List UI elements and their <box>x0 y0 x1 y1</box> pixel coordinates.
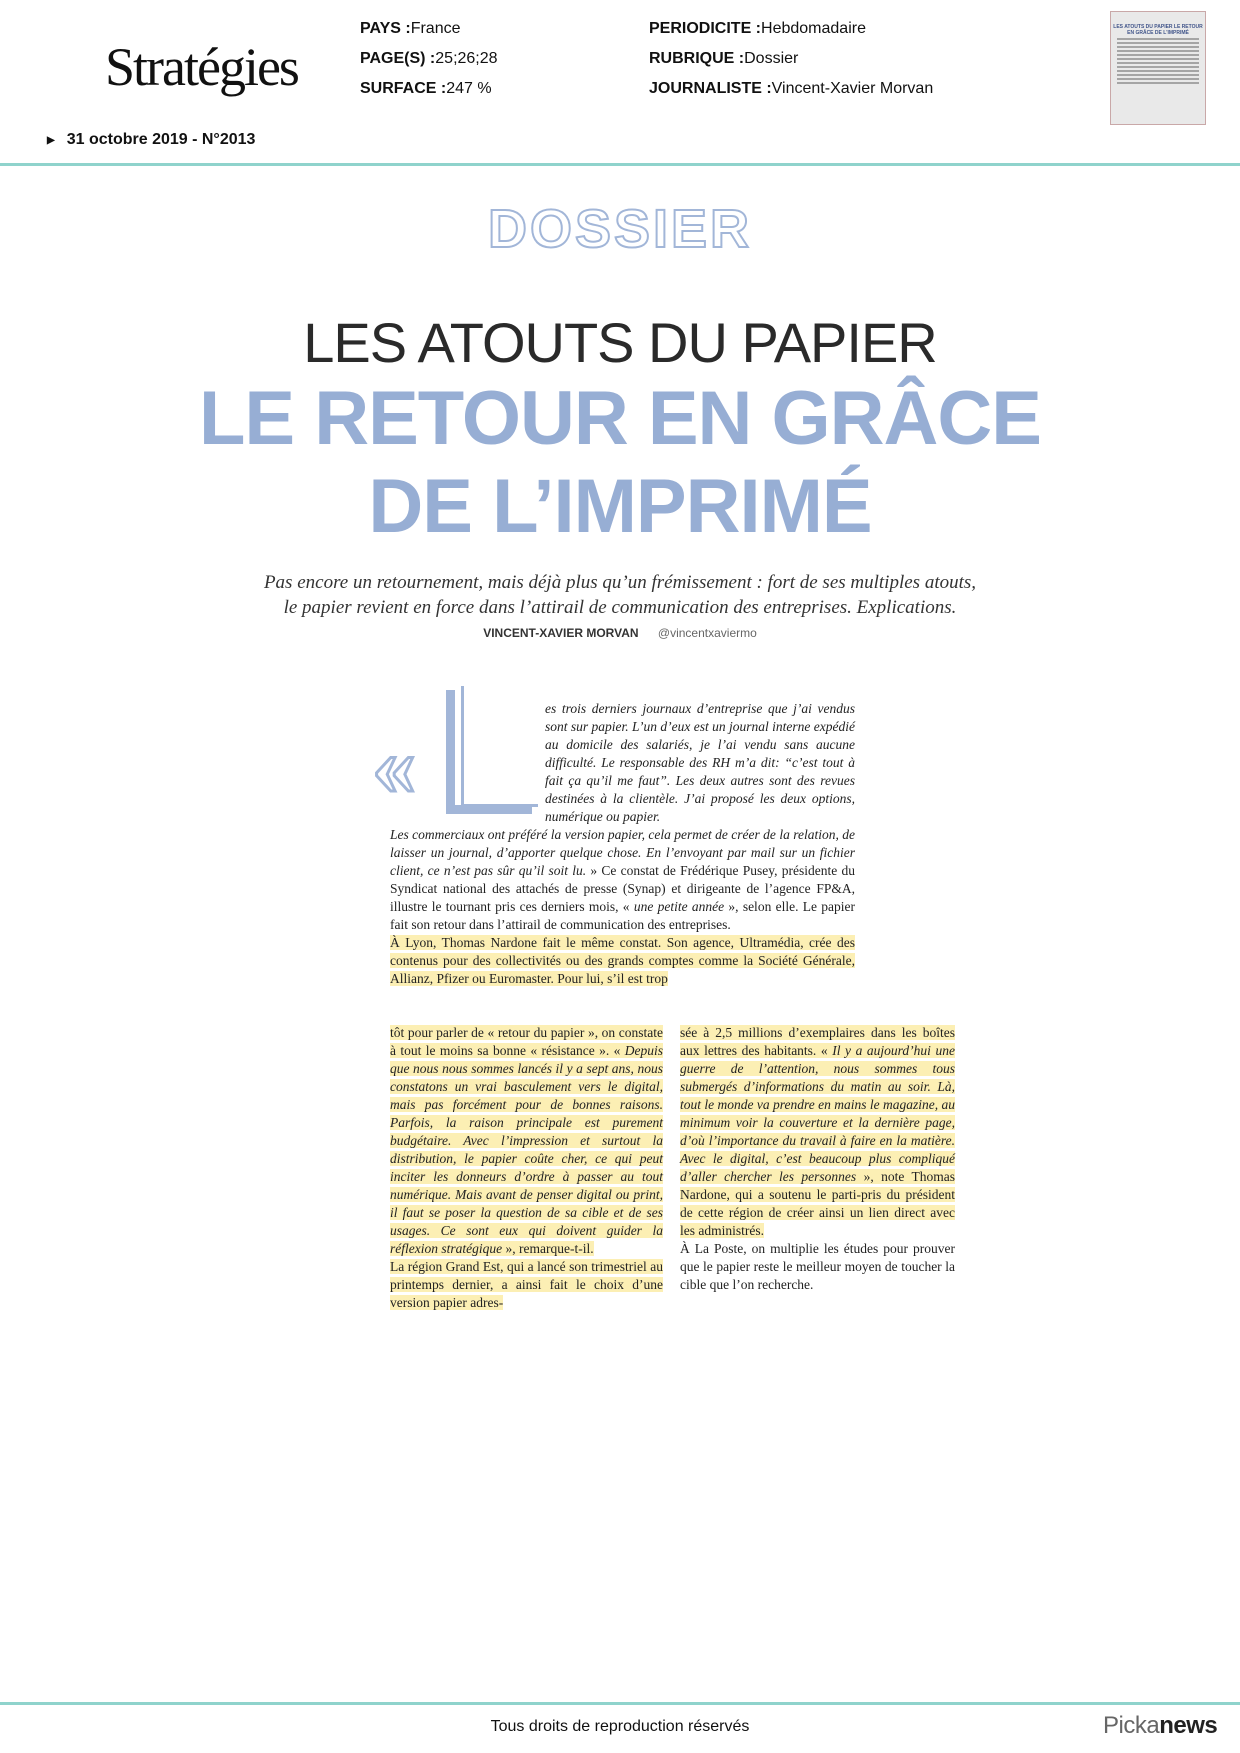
byline <box>0 626 1240 640</box>
body-full-width <box>390 826 855 988</box>
left-quote: Depuis que nous nous sommes lancés il y a sept ans, nous constatons un vrai basculement vers le digital, mais pas forcément pour de bonnes raisons. Parfois, la raison principale est purement budgétaire. Avec l’impression et surtout la distribution, le papier coûte cher, ce qui peut inciter les donneurs d’ordre à passer au tout numérique. Mais avant de penser digital ou print, il faut se poser la question de sa cible et de ses usages. Ce sont eux qui doivent guider la réflexion stratégique <box>390 1043 663 1256</box>
thumbnail-line <box>1117 78 1199 80</box>
thumbnail-line <box>1117 74 1199 76</box>
meta-rubrique-label: RUBRIQUE : <box>649 50 745 67</box>
left-text-b: », remarque-t-il. <box>502 1241 594 1256</box>
meta-surface-label: SURFACE : <box>360 80 447 97</box>
body-left-column <box>390 1024 663 1312</box>
paragraph-1 <box>390 826 855 934</box>
strategies-logo: Stratégies <box>105 37 298 97</box>
right-quote: Il y a aujourd’hui une guerre de l’attention, nous sommes tous submergés d’informations du matin au soir. Là, tout le monde va prendre en mains le magazine, au minimum voir la couverture et la dernière page, d’où l’importance du travail à faire en la matière. Avec le digital, c’est beaucoup plus compliqué d’aller chercher les personnes <box>680 1043 955 1184</box>
left-paragraph-2 <box>390 1258 663 1312</box>
meta-periodicite-value: Hebdomadaire <box>761 20 866 37</box>
header-divider <box>0 163 1240 166</box>
dropcap-l-icon <box>446 690 532 814</box>
paragraph-1-text-b: », selon elle. Le papier fait son retour dans l’attirail de communication des entreprises. <box>390 899 855 932</box>
right-paragraph-2-text: À La Poste, on multiplie les études pour prouver que le papier reste le meilleur moyen de toucher la cible que l’on recherche. <box>680 1241 955 1292</box>
right-text-b: », note Thomas Nardone, qui a soutenu le parti-pris du président de cette région de créer ainsi un lien direct avec les administrés. <box>680 1169 955 1238</box>
thumbnail-line <box>1117 66 1199 68</box>
left-paragraph-1 <box>390 1024 663 1258</box>
paragraph-1-quote-2: une petite année <box>633 899 725 914</box>
author-handle: @vincentxaviermo <box>657 626 757 640</box>
thumbnail-line <box>1117 70 1199 72</box>
headline-line-1: LE RETOUR EN GRÂCE <box>198 376 1041 461</box>
meta-pages-label: PAGE(S) : <box>360 50 436 67</box>
section-label: DOSSIER <box>487 199 753 259</box>
right-text-a: sée à 2,5 millions d’exemplaires dans les boîtes aux lettres des habitants. « <box>680 1025 955 1058</box>
thumbnail-line <box>1117 42 1199 44</box>
meta-pages-value: 25;26;28 <box>435 50 498 67</box>
body-right-column <box>680 1024 955 1294</box>
thumbnail-line <box>1117 38 1199 40</box>
picknews-logo-b: news <box>1159 1712 1218 1739</box>
meta-journaliste <box>649 74 933 104</box>
right-paragraph-2 <box>680 1240 955 1294</box>
intro-text: es trois derniers journaux d’entreprise que j’ai vendus sont sur papier. L’un d’eux est un journal interne expédié au domicile des salariés, je l’ai vendu sans aucune difficulté. Le responsable des RH m’a dit: “c’est tout à fait ça qu’il me faut”. Les deux autres sont des revues destinées à la clientèle. J’ai proposé les deux options, numérique ou papier. <box>545 701 855 824</box>
picknews-logo[interactable] <box>1103 1712 1217 1740</box>
page-thumbnail[interactable] <box>1110 11 1206 125</box>
intro-paragraph <box>545 700 855 826</box>
meta-pays <box>360 14 498 44</box>
paragraph-2 <box>390 934 855 988</box>
meta-surface-value: 247 % <box>446 80 492 97</box>
thumbnail-line <box>1117 82 1199 84</box>
footer-divider <box>0 1702 1240 1705</box>
left-paragraph-2-text: La région Grand Est, qui a lancé son trimestriel au printemps dernier, a ainsi fait le choix d’une version papier adres- <box>390 1259 663 1310</box>
chapo-line-2: le papier revient en force dans l’attirail de communication des entreprises. Explications. <box>283 597 957 618</box>
paragraph-1-quote: Les commerciaux ont préféré la version papier, cela permet de créer de la relation, de laisser un journal, d’apporter quelque chose. En l’envoyant par mail sur un fichier client, ce n’est pas sûr qu’il soit lu. <box>390 827 855 878</box>
thumbnail-line <box>1117 54 1199 56</box>
meta-periodicite-label: PERIODICITE : <box>649 20 762 37</box>
meta-surface <box>360 74 498 104</box>
chapo-line-1: Pas encore un retournement, mais déjà plus qu’un frémissement : fort de ses multiples atouts, <box>263 572 977 593</box>
arrow-right-icon: ▶ <box>47 135 55 146</box>
article-kicker: LES ATOUTS DU PAPIER <box>303 311 937 374</box>
thumbnail-line <box>1117 62 1199 64</box>
quote-mark-icon: « <box>372 717 416 814</box>
thumbnail-title: LES ATOUTS DU PAPIER LE RETOUR EN GRÂCE DE L'IMPRIMÉ <box>1113 24 1203 36</box>
thumbnail-line <box>1117 50 1199 52</box>
right-paragraph-1 <box>680 1024 955 1240</box>
paragraph-2-text: À Lyon, Thomas Nardone fait le même constat. Son agence, Ultramédia, crée des contenus pour des collectivités ou des grands comptes comme la Société Générale, Allianz, Pfizer ou Euromaster. Pour lui, s’il est trop <box>390 935 855 986</box>
meta-pays-label: PAYS : <box>360 20 411 37</box>
article-headline <box>0 375 1240 551</box>
footer-rights: Tous droits de reproduction réservés <box>490 1718 750 1735</box>
meta-right <box>649 14 933 104</box>
paragraph-1-text-a: » Ce constat de Frédérique Pusey, présidente du Syndicat national des attachés de presse (Synap) et dirigeante de l’agence FP&A, illustre le tournant pris ces derniers mois, « <box>390 863 855 914</box>
meta-pages <box>360 44 498 74</box>
meta-journaliste-value: Vincent-Xavier Morvan <box>771 80 934 97</box>
thumbnail-line <box>1117 46 1199 48</box>
article-chapo <box>180 570 1060 620</box>
meta-left <box>360 14 498 104</box>
author-name: VINCENT-XAVIER MORVAN <box>483 626 639 640</box>
headline-line-2: DE L’IMPRIMÉ <box>368 464 872 549</box>
left-text-a: tôt pour parler de « retour du papier », on constate à tout le moins sa bonne « résistance ». « <box>390 1025 663 1058</box>
meta-rubrique-value: Dossier <box>744 50 799 67</box>
meta-periodicite <box>649 14 933 44</box>
thumbnail-line <box>1117 58 1199 60</box>
issue-date-text: 31 octobre 2019 - N°2013 <box>66 131 256 148</box>
meta-pays-value: France <box>410 20 461 37</box>
picknews-logo-a: Picka <box>1103 1712 1160 1739</box>
issue-date <box>47 131 255 149</box>
meta-journaliste-label: JOURNALISTE : <box>649 80 772 97</box>
meta-rubrique <box>649 44 933 74</box>
